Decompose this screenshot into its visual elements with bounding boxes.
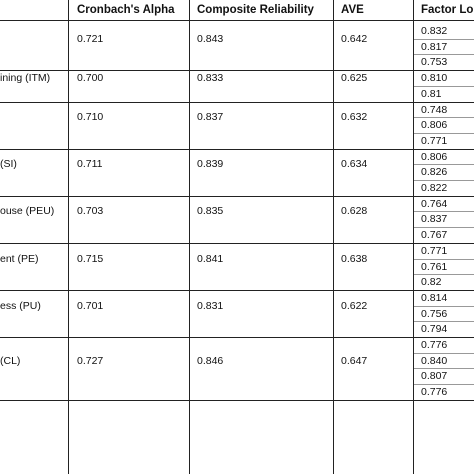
row-rule (0, 149, 474, 150)
ave-value: 0.628 (341, 205, 368, 218)
factor-loading-value: 0.776 (421, 339, 448, 351)
cronbachs-alpha-value: 0.727 (77, 354, 104, 367)
cronbachs-alpha-value: 0.710 (77, 111, 104, 124)
factor-loading-value: 0.810 (421, 72, 448, 85)
loading-separator (414, 227, 474, 228)
factor-loading-value: 0.753 (421, 56, 448, 69)
factor-loading-value: 0.806 (421, 150, 448, 163)
loading-separator (414, 39, 474, 40)
ave-value: 0.622 (341, 299, 368, 312)
factor-loading-value: 0.794 (421, 323, 448, 336)
loading-separator (414, 368, 474, 369)
column-divider (189, 0, 190, 474)
composite-reliability-value: 0.831 (197, 299, 224, 312)
ave-value: 0.625 (341, 72, 368, 85)
ave-value: 0.647 (341, 354, 368, 367)
factor-loading-value: 0.826 (421, 166, 448, 179)
construct-label: (CL) (0, 354, 21, 367)
ave-value: 0.632 (341, 111, 368, 124)
ave-value: 0.638 (341, 252, 368, 265)
factor-loading-value: 0.761 (421, 260, 448, 273)
loading-separator (414, 211, 474, 212)
row-rule (0, 400, 474, 401)
loading-separator (414, 54, 474, 55)
row-rule (0, 102, 474, 103)
header-ave: AVE (341, 4, 364, 16)
row-rule (0, 243, 474, 244)
factor-loading-value: 0.764 (421, 197, 448, 210)
factor-loading-value: 0.817 (421, 40, 448, 53)
ave-value: 0.634 (341, 158, 368, 171)
composite-reliability-value: 0.846 (197, 354, 224, 367)
construct-label: ouse (PEU) (0, 205, 55, 218)
factor-loading-value: 0.776 (421, 386, 448, 399)
factor-loading-value: 0.822 (421, 182, 448, 194)
loading-separator (414, 117, 474, 118)
construct-label: (SI) (0, 158, 17, 171)
factor-loading-value: 0.837 (421, 213, 448, 226)
factor-loading-value: 0.840 (421, 354, 448, 367)
row-rule (0, 70, 474, 71)
cronbachs-alpha-value: 0.715 (77, 252, 104, 265)
row-rule (0, 290, 474, 291)
factor-loading-value: 0.771 (421, 244, 448, 257)
factor-loading-value: 0.82 (421, 276, 442, 289)
factor-loading-value: 0.748 (421, 103, 448, 116)
loading-separator (414, 384, 474, 385)
composite-reliability-value: 0.841 (197, 252, 224, 265)
loading-separator (414, 353, 474, 354)
factor-loading-value: 0.81 (421, 87, 442, 100)
factor-loading-value: 0.832 (421, 25, 448, 37)
cronbachs-alpha-value: 0.711 (77, 158, 103, 171)
column-divider (333, 0, 334, 474)
ave-value: 0.642 (341, 32, 368, 45)
row-rule (0, 337, 474, 338)
factor-loading-value: 0.756 (421, 307, 448, 320)
column-divider (413, 0, 414, 474)
row-rule (0, 196, 474, 197)
header-composite-reliability: Composite Reliability (197, 4, 314, 16)
loading-separator (414, 180, 474, 181)
loading-separator (414, 274, 474, 275)
cronbachs-alpha-value: 0.701 (77, 299, 104, 312)
construct-label: ining (ITM) (0, 72, 51, 85)
cronbachs-alpha-value: 0.721 (77, 32, 104, 45)
header-cronbachs-alpha: Cronbach's Alpha (77, 4, 175, 16)
loading-separator (414, 321, 474, 322)
loading-separator (414, 164, 474, 165)
factor-loading-value: 0.807 (421, 370, 448, 383)
factor-loading-value: 0.814 (421, 291, 448, 304)
construct-label: ent (PE) (0, 252, 39, 265)
composite-reliability-value: 0.835 (197, 205, 224, 218)
column-divider (68, 0, 69, 474)
factor-loading-value: 0.771 (421, 134, 448, 147)
composite-reliability-value: 0.837 (197, 111, 224, 124)
loading-separator (414, 133, 474, 134)
cronbachs-alpha-value: 0.703 (77, 205, 104, 218)
loading-separator (414, 86, 474, 87)
factor-loading-value: 0.806 (421, 119, 448, 132)
header-rule (0, 20, 474, 21)
loading-separator (414, 259, 474, 260)
composite-reliability-value: 0.839 (197, 158, 224, 171)
header-factor-loadings: Factor Lo (421, 4, 474, 16)
composite-reliability-value: 0.843 (197, 32, 224, 45)
construct-label: ess (PU) (0, 299, 41, 312)
factor-loading-value: 0.767 (421, 229, 448, 242)
cronbachs-alpha-value: 0.700 (77, 72, 104, 85)
loading-separator (414, 306, 474, 307)
composite-reliability-value: 0.833 (197, 72, 224, 85)
